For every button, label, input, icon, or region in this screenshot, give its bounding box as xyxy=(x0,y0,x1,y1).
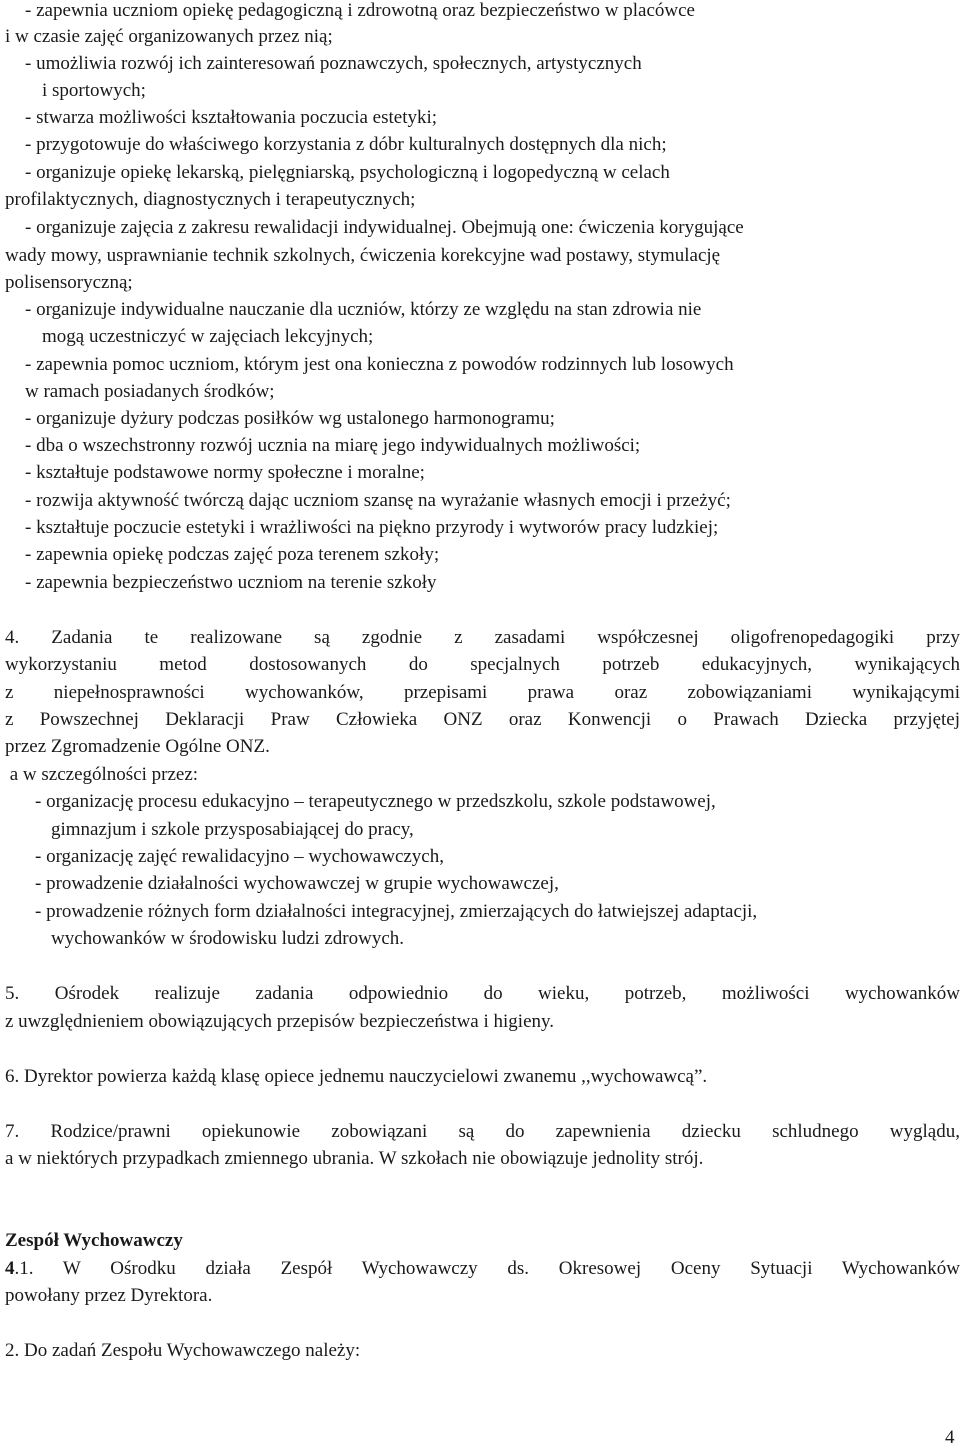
paragraph-4-intro: a w szczególności przez: xyxy=(5,764,199,785)
list-item: - zapewnia pomoc uczniom, którym jest ona konieczna z powodów rodzinnych lub losowych xyxy=(25,354,734,375)
list-item: - kształtuje poczucie estetyki i wrażliwości na piękno przyrody i wytworów pracy ludzkiej; xyxy=(25,517,719,538)
page-number: 4 xyxy=(945,1427,955,1448)
list-item-continuation: wady mowy, usprawnianie technik szkolnych, ćwiczenia korekcyjne wad postawy, stymulację xyxy=(5,245,721,266)
section-paragraph-2: 2. Do zadań Zespołu Wychowawczego należy: xyxy=(5,1340,361,1361)
list-item: - dba o wszechstronny rozwój ucznia na miarę jego indywidualnych możliwości; xyxy=(25,435,641,456)
list-item-continuation: w ramach posiadanych środków; xyxy=(25,381,275,402)
list-item-continuation: gimnazjum i szkole przysposabiającej do pracy, xyxy=(51,819,414,840)
section-paragraph-line: powołany przez Dyrektora. xyxy=(5,1285,213,1306)
list-item-continuation: profilaktycznych, diagnostycznych i terapeutycznych; xyxy=(5,189,416,210)
list-item-continuation: wychowanków w środowisku ludzi zdrowych. xyxy=(51,928,405,949)
list-item: - zapewnia opiekę podczas zajęć poza terenem szkoły; xyxy=(25,544,440,565)
list-item-continuation: i sportowych; xyxy=(42,80,146,101)
paragraph-6: 6. Dyrektor powierza każdą klasę opiece jednemu nauczycielowi zwanemu ,,wychowawcą”. xyxy=(5,1066,708,1087)
section-paragraph-text: .1. W Ośrodku działa Zespół Wychowawczy ds. Okresowej Oceny Sytuacji Wychowanków xyxy=(14,1258,960,1279)
section-paragraph-number: 4 xyxy=(5,1258,15,1279)
list-item: - organizację zajęć rewalidacyjno – wychowawczych, xyxy=(35,846,444,867)
list-item: - prowadzenie działalności wychowawczej w grupie wychowawczej, xyxy=(35,873,559,894)
section-heading: Zespół Wychowawczy xyxy=(5,1230,183,1251)
list-item: - zapewnia uczniom opiekę pedagogiczną i zdrowotną oraz bezpieczeństwo w placówce xyxy=(25,0,695,21)
list-item: - zapewnia bezpieczeństwo uczniom na terenie szkoły xyxy=(25,572,437,593)
paragraph-5-line: 5. Ośrodek realizuje zadania odpowiednio do wieku, potrzeb, możliwości wychowanków xyxy=(5,983,960,1004)
list-item-continuation: i w czasie zajęć organizowanych przez nią; xyxy=(5,26,333,47)
list-item: - organizuje opiekę lekarską, pielęgniarską, psychologiczną i logopedyczną w celach xyxy=(25,162,670,183)
paragraph-7-line: 7. Rodzice/prawni opiekunowie zobowiązani są do zapewnienia dziecku schludnego wyglądu, xyxy=(5,1121,960,1142)
paragraph-4-line: przez Zgromadzenie Ogólne ONZ. xyxy=(5,736,270,757)
list-item: - przygotowuje do właściwego korzystania z dóbr kulturalnych dostępnych dla nich; xyxy=(25,134,667,155)
paragraph-4-line: z niepełnosprawności wychowanków, przepisami prawa oraz zobowiązaniami wynikającymi xyxy=(5,682,960,703)
list-item: - prowadzenie różnych form działalności integracyjnej, zmierzających do łatwiejszej adaptacji, xyxy=(35,901,758,922)
list-item: - rozwija aktywność twórczą dając uczniom szansę na wyrażanie własnych emocji i przeżyć; xyxy=(25,490,731,511)
list-item: - organizuje indywidualne nauczanie dla uczniów, którzy ze względu na stan zdrowia nie xyxy=(25,299,702,320)
paragraph-4-line: z Powszechnej Deklaracji Praw Człowieka ONZ oraz Konwencji o Prawach Dziecka przyjętej xyxy=(5,709,960,730)
list-item: - organizację procesu edukacyjno – terapeutycznego w przedszkolu, szkole podstawowej, xyxy=(35,791,716,812)
list-item: - organizuje dyżury podczas posiłków wg ustalonego harmonogramu; xyxy=(25,408,555,429)
list-item: - stwarza możliwości kształtowania poczucia estetyki; xyxy=(25,107,438,128)
paragraph-5-line: z uwzględnieniem obowiązujących przepisów bezpieczeństwa i higieny. xyxy=(5,1011,555,1032)
list-item-continuation: mogą uczestniczyć w zajęciach lekcyjnych; xyxy=(42,326,374,347)
paragraph-4-line: wykorzystaniu metod dostosowanych do specjalnych potrzeb edukacyjnych, wynikających xyxy=(5,654,960,675)
list-item-continuation: polisensoryczną; xyxy=(5,272,133,293)
list-item: - organizuje zajęcia z zakresu rewalidacji indywidualnej. Obejmują one: ćwiczenia korygujące xyxy=(25,217,744,238)
section-paragraph-line xyxy=(5,1256,960,1282)
list-item: - umożliwia rozwój ich zainteresowań poznawczych, społecznych, artystycznych xyxy=(25,53,642,74)
paragraph-7-line: a w niektórych przypadkach zmiennego ubrania. W szkołach nie obowiązuje jednolity strój. xyxy=(5,1148,704,1169)
paragraph-4-line: 4. Zadania te realizowane są zgodnie z zasadami współczesnej oligofrenopedagogiki przy xyxy=(5,627,960,648)
list-item: - kształtuje podstawowe normy społeczne i moralne; xyxy=(25,462,425,483)
